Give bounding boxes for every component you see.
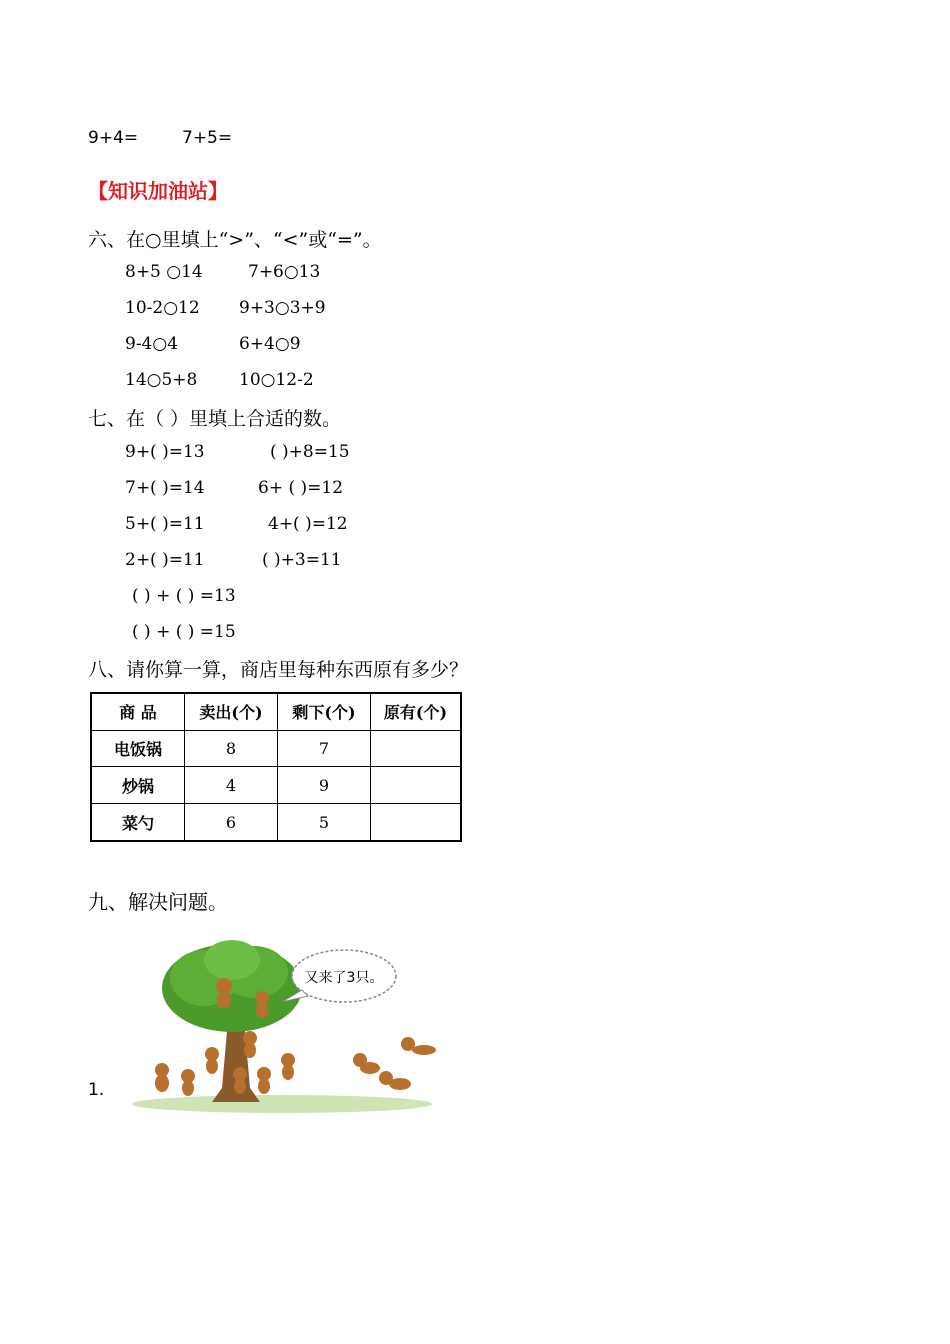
item-name: 炒锅 — [91, 767, 185, 804]
section6-title: 六、在○里填上“>”、“<”或“=”。 — [88, 229, 382, 251]
item-name: 菜勺 — [91, 804, 185, 841]
remaining-value: 5 — [278, 804, 371, 841]
problem-number: 1. — [88, 1080, 105, 1100]
speech-bubble-text: 又来了3只。 — [304, 970, 384, 986]
fill-item: 2+( )=11 — [125, 550, 205, 570]
monkey-icon — [379, 1071, 411, 1090]
problem-7-plus-5: 7+5= — [182, 128, 233, 148]
fill-item: 5+( )=11 — [125, 514, 205, 534]
monkey-icon — [353, 1053, 380, 1074]
monkey-icon — [257, 1067, 271, 1094]
table-row — [91, 730, 461, 767]
original-blank[interactable] — [371, 767, 462, 804]
monkey-tree-illustration — [132, 938, 450, 1114]
monkey-icon — [401, 1037, 436, 1055]
shop-table — [90, 692, 462, 842]
header-original: 原有(个) — [371, 693, 462, 730]
fill-item: ( )+8=15 — [270, 442, 350, 462]
monkey-icon — [181, 1069, 195, 1096]
fill-item: ( ) + ( ) =13 — [132, 586, 236, 606]
fill-item: 9+( )=13 — [125, 442, 205, 462]
compare-item: 10○12-2 — [239, 370, 314, 390]
fill-item: 4+( )=12 — [268, 514, 348, 534]
sold-value: 6 — [185, 804, 278, 841]
problem-9-plus-4: 9+4= — [88, 128, 139, 148]
fill-item: 6+ ( )=12 — [258, 478, 344, 498]
sold-value: 8 — [185, 730, 278, 767]
section9-title: 九、解决问题。 — [88, 890, 228, 914]
compare-item: 8+5 ○14 — [125, 262, 203, 282]
remaining-value: 7 — [278, 730, 371, 767]
compare-item: 14○5+8 — [125, 370, 198, 390]
original-blank[interactable] — [371, 804, 462, 841]
monkey-icon — [155, 1063, 169, 1092]
table-row — [91, 767, 461, 804]
header-remaining: 剩下(个) — [278, 693, 371, 730]
section-title-knowledge-station: 【知识加油站】 — [88, 179, 228, 203]
original-blank[interactable] — [371, 730, 462, 767]
section7-title: 七、在（ ）里填上合适的数。 — [88, 408, 342, 430]
sold-value: 4 — [185, 767, 278, 804]
monkey-icon — [281, 1053, 295, 1080]
grass-ground — [132, 1095, 432, 1113]
item-name: 电饭锅 — [91, 730, 185, 767]
fill-item: ( )+3=11 — [262, 550, 342, 570]
compare-item: 9+3○3+9 — [239, 298, 326, 318]
compare-item: 9-4○4 — [125, 334, 179, 354]
compare-item: 7+6○13 — [248, 262, 321, 282]
compare-item: 10-2○12 — [125, 298, 200, 318]
compare-item: 6+4○9 — [239, 334, 301, 354]
speech-bubble — [282, 950, 396, 1002]
remaining-value: 9 — [278, 767, 371, 804]
table-header-row — [91, 693, 461, 730]
monkey-icon — [205, 1047, 219, 1074]
section8-title: 八、请你算一算，商店里每种东西原有多少？ — [88, 659, 469, 681]
header-item: 商 品 — [91, 693, 185, 730]
table-row — [91, 804, 461, 841]
fill-item: ( ) + ( ) =15 — [132, 622, 236, 642]
header-sold: 卖出(个) — [185, 693, 278, 730]
fill-item: 7+( )=14 — [125, 478, 205, 498]
